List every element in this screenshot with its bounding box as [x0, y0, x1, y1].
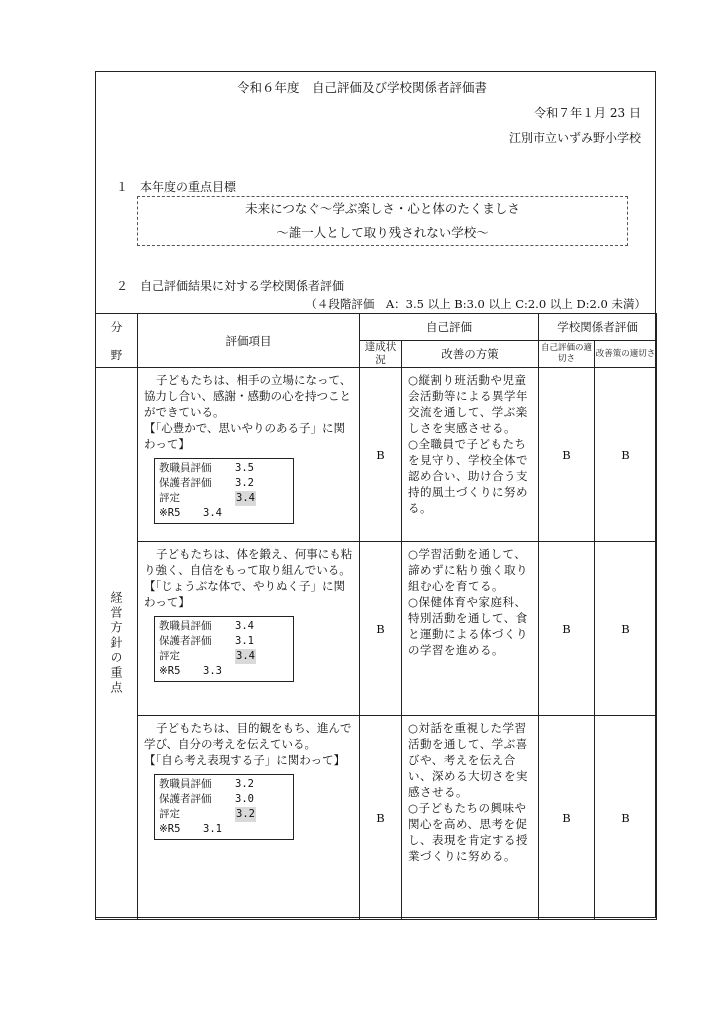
goal-line-1: 未来につなぐ〜学ぶ楽しさ・心と体のたくましさ	[245, 201, 520, 216]
goal-line-2: 〜誰一人として取り残されない学校〜	[276, 225, 489, 240]
header-stakeholder-eval: 学校関係者評価	[539, 314, 657, 341]
parent-score: 3.2	[235, 477, 254, 489]
achievement-cell: B	[360, 716, 402, 920]
improvement-appropriate-cell: B	[595, 542, 657, 716]
rating-score: 3.2	[236, 808, 255, 820]
item-text: 子どもたちは、相手の立場になって、協力し合い、感謝・感動の心を持つことができている。	[144, 373, 352, 419]
prev-score: 3.4	[203, 507, 222, 519]
item-cell	[138, 542, 360, 716]
rating-label: 評定	[159, 808, 180, 820]
header-improvement-appropriate: 改善策の適切さ	[595, 341, 657, 368]
school-name: 江別市立いずみ野小学校	[508, 131, 641, 145]
table-row	[96, 542, 657, 716]
plan-text: ○学習活動を通して、諦めずに粘り強く取り組む心を育てる。 ○保健体育や家庭科、特別活動を通して、食と運動による体づくりの学習を進める。	[408, 547, 528, 657]
staff-score: 3.2	[235, 778, 254, 790]
parent-label: 保護者評価	[159, 635, 212, 647]
staff-label: 教職員評価	[159, 462, 212, 474]
improvement-plan	[402, 368, 539, 542]
prev-label: ※R5	[159, 665, 181, 677]
parent-label: 保護者評価	[159, 793, 212, 805]
parent-score: 3.1	[235, 635, 254, 647]
staff-score: 3.5	[235, 462, 254, 474]
document-title: 令和６年度 自己評価及び学校関係者評価書	[236, 80, 487, 95]
achievement-cell: B	[360, 542, 402, 716]
header-category-top: 分	[110, 319, 123, 334]
item-focus: 【「じょうぶな体で、やりぬく子」に関わって】	[144, 579, 346, 609]
achievement-cell: B	[360, 368, 402, 542]
improvement-appropriate-cell: B	[595, 716, 657, 920]
item-text: 子どもたちは、目的観をもち、進んで学び、自分の考えを伝えている。	[144, 721, 352, 751]
staff-score: 3.4	[235, 620, 254, 632]
header-achievement: 達成状況	[360, 341, 402, 368]
goal-box	[137, 196, 628, 246]
rating-label: 評定	[159, 650, 180, 662]
plan-text: ○対話を重視した学習活動を通して、学ぶ喜びや、考えを伝え合い、深める大切さを実感させる。 ○子どもたちの興味や関心を高め、思考を促し、表現を肯定する授業づくりに努める。	[408, 721, 528, 863]
score-box	[154, 616, 294, 682]
header-category	[96, 314, 138, 368]
item-cell	[138, 716, 360, 920]
rating-score: 3.4	[236, 492, 255, 504]
self-eval-appropriate-cell: B	[539, 542, 595, 716]
category-label: 経営方針の重点	[109, 591, 123, 696]
score-box	[154, 458, 294, 524]
parent-score: 3.0	[235, 793, 254, 805]
header-improvement: 改善の方策	[402, 341, 539, 368]
staff-label: 教職員評価	[159, 778, 212, 790]
prev-score: 3.3	[203, 665, 222, 677]
parent-label: 保護者評価	[159, 477, 212, 489]
prev-label: ※R5	[159, 507, 181, 519]
table-row	[96, 368, 657, 542]
staff-label: 教職員評価	[159, 620, 212, 632]
plan-text: ○縦割り班活動や児童会活動等による異学年交流を通して、学ぶ楽しさを実感させる。 ○全職員で子どもたちを見守り、学校全体で認め合い、助け合う支持的風土づくりに努める。	[408, 373, 528, 515]
item-focus: 【「自ら考え表現する子」に関わって】	[144, 753, 346, 767]
category-cell	[96, 368, 138, 920]
item-cell	[138, 368, 360, 542]
header-self-eval: 自己評価	[360, 314, 539, 341]
item-focus: 【「心豊かで、思いやりのある子」に関わって】	[144, 421, 346, 451]
score-box	[154, 774, 294, 840]
item-text: 子どもたちは、体を鍛え、何事にも粘り強く、自信をもって取り組んでいる。	[144, 547, 353, 577]
section2-heading: ２ 自己評価結果に対する学校関係者評価	[116, 279, 345, 293]
improvement-plan	[402, 542, 539, 716]
document-date: 令和７年１月 23 日	[534, 106, 641, 120]
header-category-bottom: 野	[110, 347, 123, 362]
section1-heading: １ 本年度の重点目標	[116, 180, 237, 194]
rating-scale: （４段階評価 A：3.5 以上 B:3.0 以上 C:2.0 以上 D:2.0 未満）	[305, 297, 646, 311]
header-self-eval-appropriate: 自己評価の適切さ	[539, 341, 595, 368]
rating-score: 3.4	[236, 650, 255, 662]
table-row	[96, 716, 657, 920]
prev-label: ※R5	[159, 823, 181, 835]
header-item: 評価項目	[138, 314, 360, 368]
improvement-appropriate-cell: B	[595, 368, 657, 542]
improvement-plan	[402, 716, 539, 920]
rating-label: 評定	[159, 492, 180, 504]
self-eval-appropriate-cell: B	[539, 368, 595, 542]
prev-score: 3.1	[203, 823, 222, 835]
evaluation-table	[95, 313, 657, 920]
self-eval-appropriate-cell: B	[539, 716, 595, 920]
